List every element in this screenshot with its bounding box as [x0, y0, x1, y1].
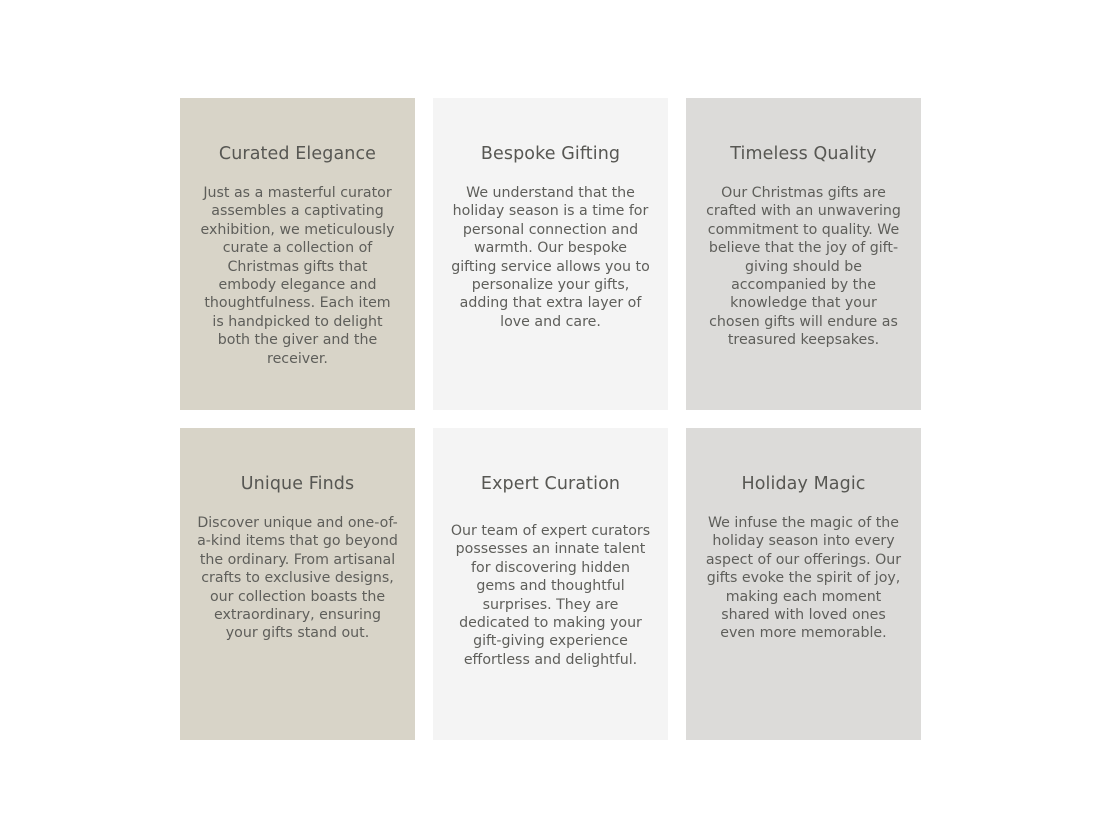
card-description: Our Christmas gifts are crafted with an unwavering commitment to quality. We believe that the joy of gift-giving should be accompanied by the knowledge that your chosen gifts will endure as treasured keepsakes. [706, 185, 901, 349]
feature-card-expert-curation [433, 428, 668, 740]
card-title: Unique Finds [240, 474, 355, 494]
card-description: We understand that the holiday season is a time for personal connection and warmth. Our bespoke gifting service allows you to personalize your gifts, adding that extra layer of love and care. [451, 185, 650, 330]
card-description: Just as a masterful curator assembles a captivating exhibition, we meticulously curate a collection of Christmas gifts that embody elegance and thoughtfulness. Each item is handpicked to delight both the giver and the receiver. [200, 185, 395, 367]
card-title: Holiday Magic [741, 474, 866, 494]
card-description: Our team of expert curators possesses an innate talent for discovering hidden gems and thoughtful surprises. They are dedicated to making your gift-giving experience effortless and delightful. [450, 523, 651, 668]
feature-card-curated-elegance [180, 98, 415, 410]
feature-card-bespoke-gifting [433, 98, 668, 410]
card-title: Curated Elegance [218, 144, 377, 164]
card-description: Discover unique and one-of-a-kind items that go beyond the ordinary. From artisanal crafts to exclusive designs, our collection boasts the extraordinary, ensuring your gifts stand out. [197, 515, 398, 642]
feature-card-unique-finds [180, 428, 415, 740]
card-description: We infuse the magic of the holiday season into every aspect of our offerings. Our gifts evoke the spirit of joy, making each moment shared with loved ones even more memorable. [705, 515, 902, 642]
feature-card-timeless-quality [686, 98, 921, 410]
features-grid [180, 98, 920, 740]
card-title: Bespoke Gifting [480, 144, 621, 164]
card-title: Expert Curation [480, 474, 621, 494]
feature-card-holiday-magic [686, 428, 921, 740]
card-title: Timeless Quality [730, 144, 877, 164]
